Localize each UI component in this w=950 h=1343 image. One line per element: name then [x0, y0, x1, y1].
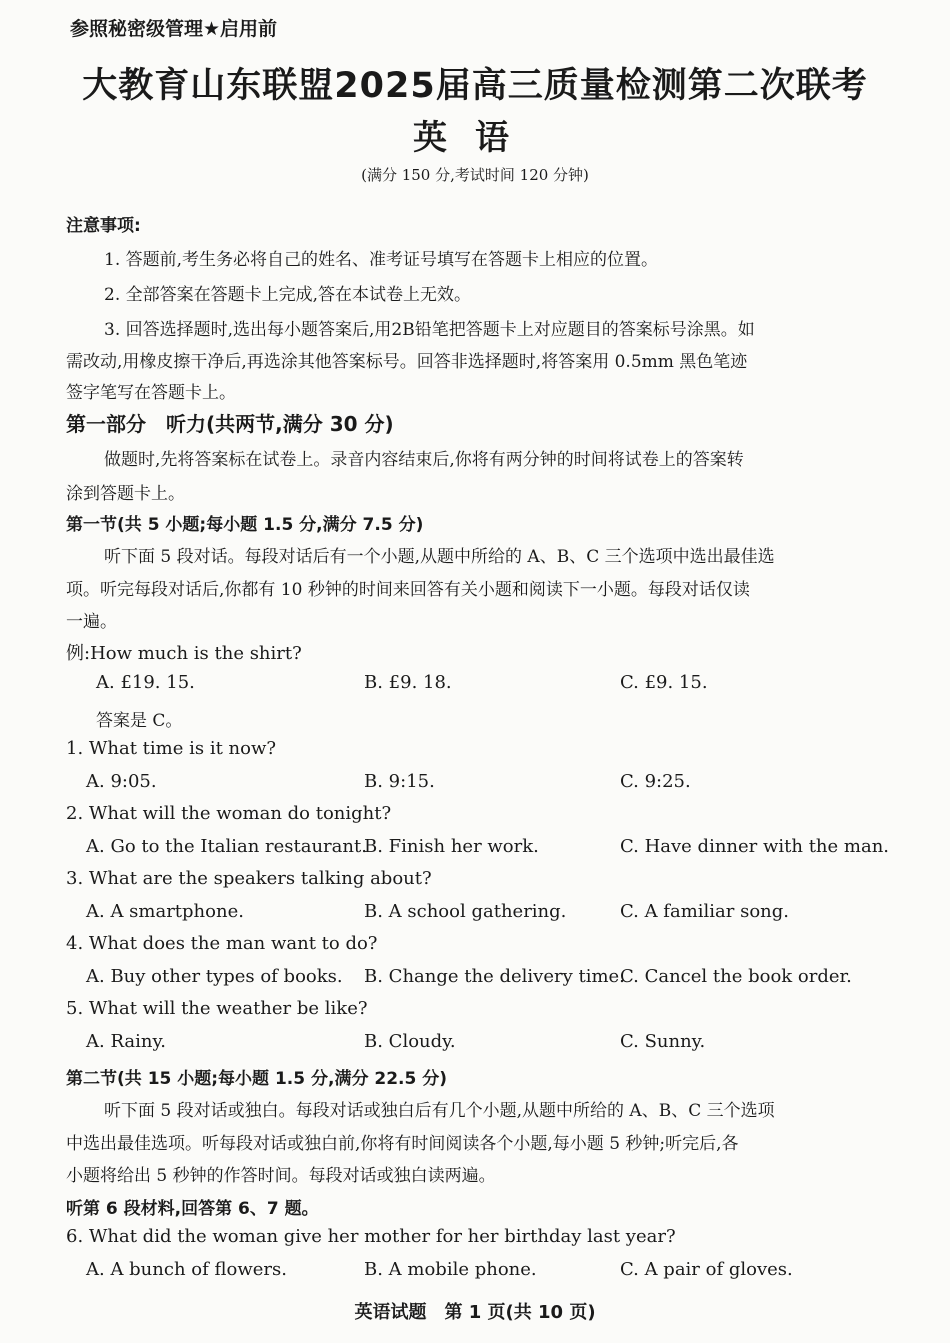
q1-option-a: A. 9:05. [86, 771, 157, 792]
notes-heading: 注意事项: [66, 216, 141, 236]
question-6: 6. What did the woman give her mother for her birthday last year? [66, 1226, 676, 1247]
note-item: 签字笔写在答题卡上。 [66, 383, 236, 403]
example-option-a: A. £19. 15. [96, 672, 195, 693]
note-item: 需改动,用橡皮擦干净后,再选涂其他答案标号。回答非选择题时,将答案用 0.5mm 黑色笔迹 [66, 352, 748, 372]
part1-heading: 第一部分 听力(共两节,满分 30 分) [66, 412, 394, 436]
subject-title: 英语 [413, 118, 537, 158]
q6-option-c: C. A pair of gloves. [620, 1259, 793, 1280]
example-question: 例:How much is the shirt? [66, 643, 302, 664]
page-footer: 英语试题 第 1 页(共 10 页) [354, 1302, 596, 1323]
q2-option-a: A. Go to the Italian restaurant. [86, 836, 367, 857]
part1-intro-line: 涂到答题卡上。 [66, 484, 185, 504]
q2-option-c: C. Have dinner with the man. [620, 836, 890, 857]
exam-title: 大教育山东联盟2025届高三质量检测第二次联考 [82, 66, 868, 106]
q2-option-b: B. Finish her work. [364, 836, 539, 857]
question-5: 5. What will the weather be like? [66, 998, 368, 1019]
section1-intro-line: 项。听完每段对话后,你都有 10 秒钟的时间来回答有关小题和阅读下一小题。每段对话仅读 [66, 580, 750, 600]
q1-option-c: C. 9:25. [620, 771, 691, 792]
q3-option-c: C. A familiar song. [620, 901, 789, 922]
q4-option-c: C. Cancel the book order. [620, 966, 852, 987]
q1-option-b: B. 9:15. [364, 771, 435, 792]
q6-option-a: A. A bunch of flowers. [86, 1259, 287, 1280]
example-answer: 答案是 C。 [96, 711, 183, 731]
part1-intro-line: 做题时,先将答案标在试卷上。录音内容结束后,你将有两分钟的时间将试卷上的答案转 [104, 450, 744, 470]
section2-intro-line: 小题将给出 5 秒钟的作答时间。每段对话或独白读两遍。 [66, 1166, 496, 1186]
q6-option-b: B. A mobile phone. [364, 1259, 537, 1280]
note-item: 2. 全部答案在答题卡上完成,答在本试卷上无效。 [104, 285, 472, 305]
section1-intro-line: 听下面 5 段对话。每段对话后有一个小题,从题中所给的 A、B、C 三个选项中选出最佳选 [104, 547, 775, 567]
question-1: 1. What time is it now? [66, 738, 277, 759]
q3-option-b: B. A school gathering. [364, 901, 567, 922]
q5-option-a: A. Rainy. [86, 1031, 166, 1052]
note-item: 1. 答题前,考生务必将自己的姓名、准考证号填写在答题卡上相应的位置。 [104, 250, 659, 270]
confidential-label: 参照秘密级管理★启用前 [70, 18, 278, 40]
question-3: 3. What are the speakers talking about? [66, 868, 432, 889]
section1-intro-line: 一遍。 [66, 612, 117, 632]
q5-option-b: B. Cloudy. [364, 1031, 456, 1052]
note-item: 3. 回答选择题时,选出每小题答案后,用2B铅笔把答题卡上对应题目的答案标号涂黑。如 [104, 320, 755, 340]
material-heading: 听第 6 段材料,回答第 6、7 题。 [66, 1199, 319, 1219]
exam-meta: (满分 150 分,考试时间 120 分钟) [361, 166, 589, 184]
example-option-b: B. £9. 18. [364, 672, 452, 693]
section2-intro-line: 中选出最佳选项。听每段对话或独白前,你将有时间阅读各个小题,每小题 5 秒钟;听完后,各 [66, 1134, 739, 1154]
section2-intro-line: 听下面 5 段对话或独白。每段对话或独白后有几个小题,从题中所给的 A、B、C 三个选项 [104, 1101, 775, 1121]
q3-option-a: A. A smartphone. [86, 901, 244, 922]
question-2: 2. What will the woman do tonight? [66, 803, 392, 824]
example-option-c: C. £9. 15. [620, 672, 708, 693]
q5-option-c: C. Sunny. [620, 1031, 706, 1052]
q4-option-a: A. Buy other types of books. [86, 966, 343, 987]
section2-heading: 第二节(共 15 小题;每小题 1.5 分,满分 22.5 分) [66, 1069, 448, 1089]
q4-option-b: B. Change the delivery time. [364, 966, 625, 987]
section1-heading: 第一节(共 5 小题;每小题 1.5 分,满分 7.5 分) [66, 515, 424, 535]
question-4: 4. What does the man want to do? [66, 933, 378, 954]
